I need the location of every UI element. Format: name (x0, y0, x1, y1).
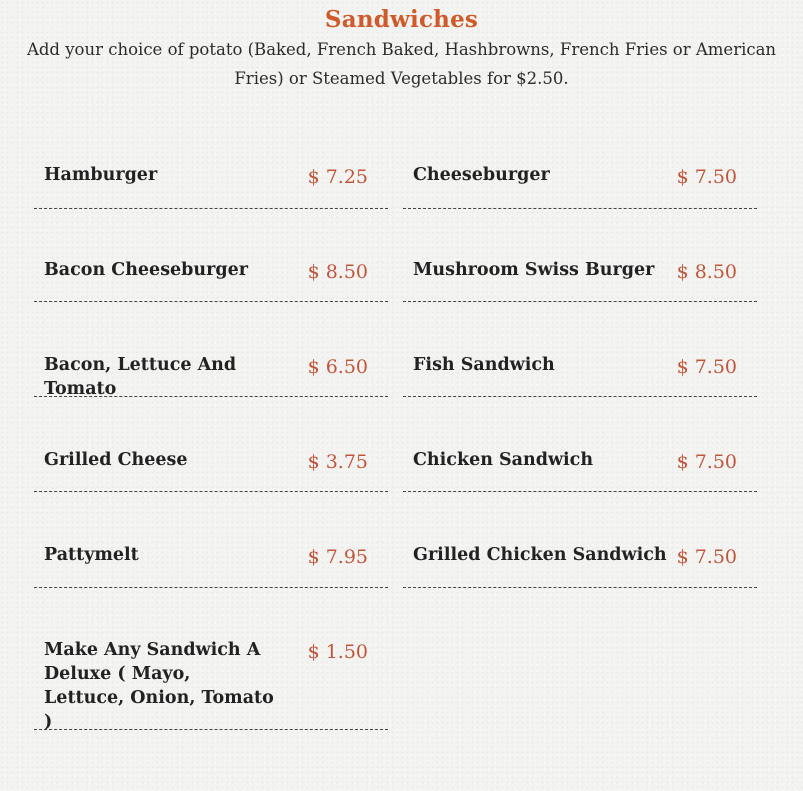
dotted-divider (34, 729, 388, 730)
dotted-divider (403, 208, 757, 209)
menu-item (403, 543, 757, 603)
menu-item (34, 353, 388, 413)
dotted-divider (34, 491, 388, 492)
menu-item-price: $ 8.50 (676, 261, 737, 283)
section-title: Sandwiches (324, 6, 479, 33)
dotted-divider (34, 301, 388, 302)
menu-item (403, 353, 757, 413)
menu-item-name: Cheeseburger (413, 165, 550, 185)
menu-section-header (0, 6, 803, 93)
dotted-divider (34, 208, 388, 209)
menu-item-name: Mushroom Swiss Burger (413, 260, 655, 280)
dotted-divider (403, 396, 757, 397)
menu-item-price: $ 7.25 (307, 166, 368, 188)
menu-item (34, 543, 388, 603)
menu-item-price: $ 3.75 (307, 451, 368, 473)
menu-item (403, 448, 757, 508)
menu-item (34, 163, 388, 223)
dotted-divider (34, 587, 388, 588)
menu-item-name: Grilled Chicken Sandwich (413, 545, 667, 565)
dotted-divider (403, 491, 757, 492)
menu-item (403, 258, 757, 318)
menu-item-price: $ 7.50 (676, 451, 737, 473)
menu-item-price: $ 7.50 (676, 546, 737, 568)
menu-item-name: Pattymelt (44, 545, 139, 565)
menu-item (34, 448, 388, 508)
menu-item-price: $ 6.50 (307, 356, 368, 378)
menu-item-name: Grilled Cheese (44, 450, 188, 470)
menu-item-name: Bacon Cheeseburger (44, 260, 248, 280)
section-description: Add your choice of potato (Baked, French Baked, Hashbrowns, French Fries or American Fries) or Steamed Vegetables for $2.50. (26, 40, 777, 88)
menu-item-name: Chicken Sandwich (413, 450, 594, 470)
menu-item-name: Make Any Sandwich A Deluxe ( Mayo, Lettuce, Onion, Tomato ) (44, 640, 274, 732)
dotted-divider (403, 301, 757, 302)
menu-item-name: Fish Sandwich (413, 355, 555, 375)
menu-item-price: $ 7.95 (307, 546, 368, 568)
menu-item-price: $ 1.50 (307, 641, 368, 663)
menu-item-name: Bacon, Lettuce And Tomato (44, 355, 237, 399)
menu-item-price: $ 7.50 (676, 166, 737, 188)
menu-item (34, 638, 388, 738)
menu-item-price: $ 7.50 (676, 356, 737, 378)
menu-item (403, 163, 757, 223)
menu-item-name: Hamburger (44, 165, 158, 185)
dotted-divider (34, 396, 388, 397)
dotted-divider (403, 587, 757, 588)
menu-item (34, 258, 388, 318)
menu-item-price: $ 8.50 (307, 261, 368, 283)
